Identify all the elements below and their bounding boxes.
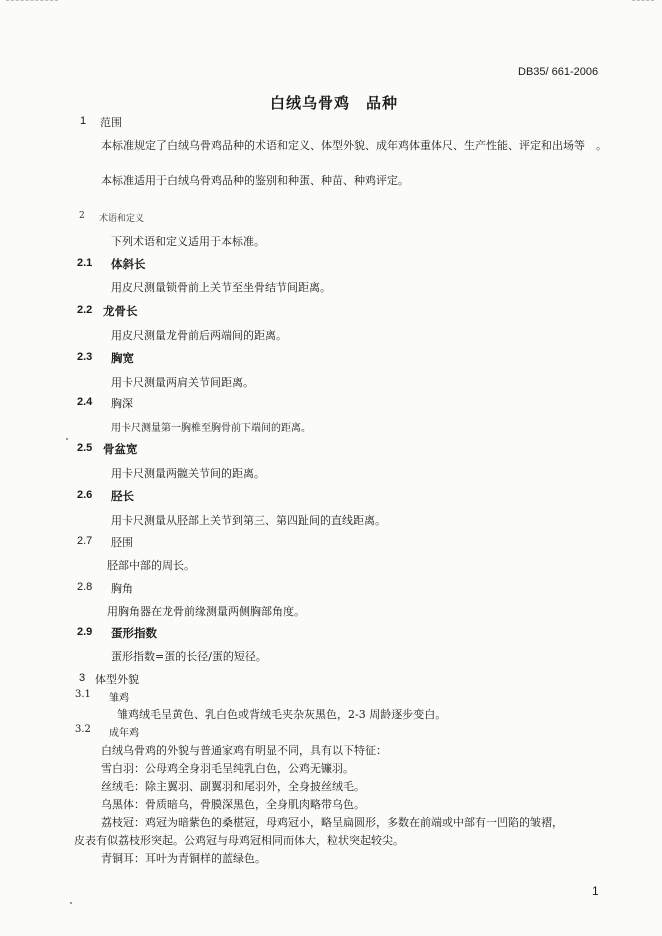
- term-number: 2.7: [77, 535, 93, 547]
- scan-edge-mark: [6, 0, 58, 2]
- paragraph: 本标准适用于白绒乌骨鸡品种的鉴别和种蛋、种苗、种鸡评定。: [101, 174, 409, 187]
- term-definition: 胫部中部的周长。: [107, 559, 195, 572]
- term-name: 胸角: [111, 582, 133, 595]
- term-definition: 用卡尺测量两髋关节间的距离。: [111, 467, 265, 480]
- term-definition: 用卡尺测量第一胸椎至胸骨前下端间的距离。: [111, 423, 311, 434]
- term-number: 2.1: [77, 257, 93, 269]
- term-number: 2.4: [77, 396, 93, 408]
- subsection-number: 3.1: [75, 689, 91, 700]
- term-name: 蛋形指数: [111, 626, 157, 640]
- scan-speck: [66, 438, 68, 440]
- scan-edge-mark: [632, 0, 654, 2]
- term-name: 胫长: [111, 489, 134, 503]
- term-definition: 用卡尺测量从胫部上关节到第三、第四趾间的直线距离。: [111, 514, 386, 527]
- document-title: 白绒乌骨鸡 品种: [270, 94, 399, 112]
- term-number: 2.8: [77, 581, 93, 593]
- scan-speck: [70, 902, 72, 904]
- subsection-heading: 成年鸡: [109, 728, 139, 739]
- term-number: 2.5: [77, 442, 93, 454]
- feature-item: 丝绒毛：除主翼羽、副翼羽和尾羽外，全身披丝绒毛。: [101, 780, 365, 793]
- term-number: 2.6: [77, 489, 93, 501]
- feature-item: 乌黑体：骨质暗乌，骨膜深黑色，全身肌肉略带乌色。: [101, 798, 365, 811]
- section-heading: 术语和定义: [99, 214, 145, 224]
- term-definition: 用卡尺测量两肩关节间距离。: [111, 376, 254, 389]
- term-definition: 用皮尺测量龙骨前后两端间的距离。: [111, 329, 287, 342]
- term-definition: 蛋形指数=蛋的长径/蛋的短径。: [111, 650, 267, 663]
- paragraph: 本标准规定了白绒乌骨鸡品种的术语和定义、体型外貌、成年鸡体重体尺、生产性能、评定和出场等 。: [101, 139, 607, 152]
- term-name: 骨盆宽: [103, 442, 138, 456]
- term-number: 2.9: [77, 626, 93, 638]
- subsection-number: 3.2: [75, 724, 91, 735]
- page-number: 1: [592, 884, 599, 898]
- term-name: 龙骨长: [103, 304, 138, 318]
- section-number: 2: [79, 211, 85, 221]
- subsection-heading: 雏鸡: [109, 693, 129, 704]
- term-definition: 用胸角器在龙骨前缘测量两侧胸部角度。: [107, 605, 305, 618]
- term-name: 体斜长: [111, 257, 146, 271]
- paragraph: 下列术语和定义适用于本标准。: [111, 235, 265, 248]
- section-heading: 范围: [100, 116, 122, 129]
- term-definition: 用皮尺测量锁骨前上关节至坐骨结节间距离。: [111, 281, 331, 294]
- feature-item: 荔枝冠：鸡冠为暗紫色的桑椹冠，母鸡冠小，略呈扁圆形，多数在前端或中部有一凹陷的皱褶，: [101, 816, 563, 829]
- feature-item: 青铜耳：耳叶为青铜样的蓝绿色。: [101, 852, 266, 865]
- standard-code: DB35/ 661-2006: [518, 66, 599, 78]
- term-name: 胸宽: [111, 351, 134, 365]
- section-heading: 体型外貌: [95, 673, 139, 686]
- feature-item: 雪白羽：公母鸡全身羽毛呈纯乳白色，公鸡无镰羽。: [101, 762, 354, 775]
- term-name: 胸深: [111, 397, 133, 410]
- section-number: 1: [80, 115, 87, 127]
- paragraph: 雏鸡绒毛呈黄色、乳白色或背绒毛夹杂灰黑色，2-3 周龄逐步变白。: [117, 708, 447, 721]
- term-name: 胫围: [111, 536, 133, 549]
- term-number: 2.3: [77, 351, 93, 363]
- section-number: 3: [79, 672, 86, 684]
- term-number: 2.2: [77, 304, 93, 316]
- feature-item-continuation: 皮表有似荔枝形突起。公鸡冠与母鸡冠相同而体大，粒状突起较尖。: [74, 834, 404, 847]
- paragraph: 白绒乌骨鸡的外貌与普通家鸡有明显不同，具有以下特征：: [101, 744, 387, 757]
